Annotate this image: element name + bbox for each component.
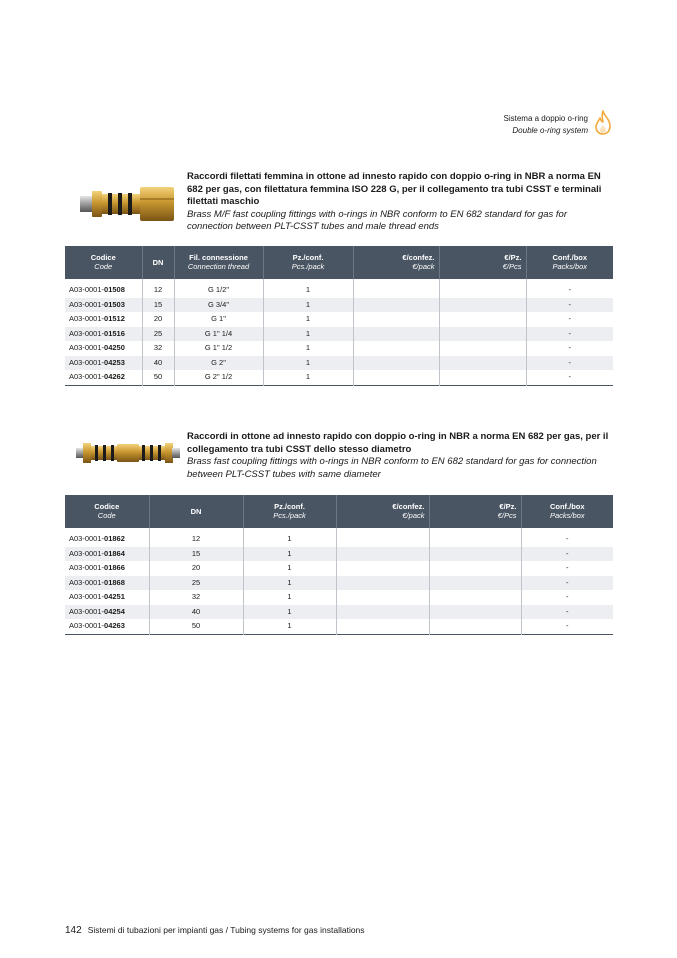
cell-box: -: [566, 621, 569, 630]
cell-box: -: [568, 285, 571, 294]
cell-pcs: 1: [243, 561, 336, 576]
cell-eur-pack: [336, 619, 429, 634]
cell-code: [65, 279, 142, 298]
cell-pcs: 1: [243, 605, 336, 620]
code-prefix: A03-0001-: [69, 592, 105, 601]
cell-box: -: [521, 547, 613, 562]
code-prefix: A03-0001-: [69, 563, 105, 572]
cell-eur-pcs: [429, 547, 521, 562]
cell-code: [65, 576, 149, 591]
table-row: [65, 298, 613, 313]
code-suffix: 04262: [104, 372, 125, 381]
cell-thread: G 3/4": [174, 298, 263, 313]
table-row: [65, 561, 613, 576]
cell-pcs: 1: [243, 619, 336, 634]
cell-dn: 15: [149, 547, 243, 562]
cell-pcs: 1: [263, 341, 353, 356]
table-row: [65, 576, 613, 591]
cell-code: [65, 590, 149, 605]
cell-eur-pcs: [439, 327, 526, 342]
col-header-code: Codice Code: [65, 246, 142, 279]
cell-code: [65, 370, 142, 385]
cell-thread: G 2" 1/2: [174, 370, 263, 385]
section1-title-it: Raccordi filettati femmina in ottone ad innesto rapido con doppio o-ring in NBR a norma EN 682 per gas, con filettatura femmina ISO 228 G, per il collegamento tra tubi CSST e terminali filettati maschio: [187, 171, 602, 207]
header-title-it: Sistema a doppio o-ring: [503, 114, 588, 123]
col-header-pcs-pack: Pz./conf. Pcs./pack: [263, 246, 353, 279]
cell-pcs: 1: [263, 356, 353, 371]
table-row: [65, 327, 613, 342]
cell-box: -: [526, 327, 613, 342]
cell-thread: G 2": [174, 356, 263, 371]
code-prefix: A03-0001-: [69, 548, 105, 558]
cell-thread: G 1" 1/2: [174, 341, 263, 356]
flame-icon: [592, 110, 614, 136]
cell-eur-pcs: [439, 356, 526, 371]
code-prefix: A03-0001-: [69, 621, 105, 630]
col-header-packs-box: Conf./box Packs/box: [521, 495, 613, 528]
code-suffix: 04253: [104, 357, 125, 367]
cell-code: [65, 356, 142, 371]
col-header-thread: Fil. connessione Connection thread: [174, 246, 263, 279]
cell-code: [65, 528, 149, 547]
cell-eur-pcs: [429, 590, 521, 605]
cell-eur-pack: [353, 370, 439, 385]
cell-thread: G 1": [174, 312, 263, 327]
cell-dn: 32: [149, 590, 243, 605]
cell-eur-pack: [353, 298, 439, 313]
cell-dn: 50: [149, 619, 243, 634]
col-header-dn: DN: [142, 246, 174, 279]
cell-eur-pack: [336, 605, 429, 620]
code-prefix: A03-0001-: [69, 606, 105, 616]
cell-thread: G 1/2": [174, 279, 263, 298]
header-title-en: Double o-ring system: [512, 126, 588, 135]
cell-eur-pcs: [429, 605, 521, 620]
col-header-eur-pcs: €/Pz. €/Pcs: [439, 246, 526, 279]
cell-pcs: 1: [243, 528, 336, 547]
section1-table: [65, 246, 613, 386]
col-header-eur-pack: €/confez. €/pack: [353, 246, 439, 279]
cell-box: -: [526, 298, 613, 313]
col-header-pcs-pack: Pz./conf. Pcs./pack: [243, 495, 336, 528]
cell-eur-pack: [336, 547, 429, 562]
table-row: [65, 356, 613, 371]
table-row: [65, 528, 613, 547]
cell-thread: G 1" 1/4: [174, 327, 263, 342]
table-row: [65, 590, 613, 605]
cell-eur-pcs: [439, 312, 526, 327]
code-prefix: A03-0001-: [69, 285, 105, 294]
table-row: [65, 312, 613, 327]
cell-eur-pack: [336, 576, 429, 591]
cell-pcs: 1: [263, 298, 353, 313]
cell-code: [65, 561, 149, 576]
cell-dn: 12: [149, 528, 243, 547]
cell-box: -: [568, 372, 571, 381]
cell-pcs: 1: [243, 590, 336, 605]
cell-box: -: [566, 534, 569, 543]
section1-title-en: Brass M/F fast coupling fittings with o-rings in NBR conform to EN 682 standard for gas for connection between PLT-CSST tubes and male thread ends: [187, 208, 567, 232]
col-header-eur-pcs: €/Pz. €/Pcs: [429, 495, 521, 528]
cell-dn: 12: [142, 279, 174, 298]
code-suffix: 01512: [104, 314, 125, 323]
cell-box: -: [566, 563, 569, 572]
cell-pcs: 1: [243, 576, 336, 591]
section2-title-it: Raccordi in ottone ad innesto rapido con doppio o-ring in NBR a norma EN 682 per gas, per il collegamento tra tubi CSST dello stesso diametro: [187, 431, 609, 455]
code-suffix: 04263: [104, 621, 125, 630]
table-row: [65, 279, 613, 298]
cell-code: [65, 341, 142, 356]
code-suffix: 01516: [104, 328, 125, 338]
cell-box: -: [521, 605, 613, 620]
code-prefix: A03-0001-: [69, 357, 105, 367]
cell-box: -: [568, 343, 571, 352]
cell-eur-pcs: [429, 576, 521, 591]
table-row: [65, 605, 613, 620]
table-header-row: [65, 495, 613, 528]
code-prefix: A03-0001-: [69, 343, 105, 352]
cell-dn: 32: [142, 341, 174, 356]
section2-title: [187, 431, 617, 481]
cell-pcs: 1: [263, 370, 353, 385]
col-header-dn: DN: [149, 495, 243, 528]
cell-eur-pcs: [429, 619, 521, 634]
cell-eur-pack: [336, 528, 429, 547]
cell-dn: 25: [142, 327, 174, 342]
table-row: [65, 341, 613, 356]
cell-dn: 15: [142, 298, 174, 313]
cell-box: -: [566, 592, 569, 601]
code-suffix: 04251: [104, 592, 125, 601]
cell-dn: 40: [149, 605, 243, 620]
cell-eur-pack: [353, 356, 439, 371]
code-suffix: 04254: [104, 606, 125, 616]
cell-eur-pcs: [439, 370, 526, 385]
table-row: [65, 619, 613, 634]
code-prefix: A03-0001-: [69, 577, 105, 587]
cell-eur-pack: [353, 327, 439, 342]
footer-text: Sistemi di tubazioni per impianti gas / Tubing systems for gas installations: [87, 925, 365, 935]
table-row: [65, 547, 613, 562]
cell-box: -: [521, 576, 613, 591]
cell-eur-pcs: [439, 298, 526, 313]
code-prefix: A03-0001-: [69, 372, 105, 381]
table-header-row: [65, 246, 613, 279]
cell-eur-pcs: [439, 279, 526, 298]
cell-eur-pack: [336, 590, 429, 605]
cell-code: [65, 619, 149, 634]
code-suffix: 04250: [104, 343, 125, 352]
code-suffix: 01868: [104, 577, 125, 587]
cell-dn: 20: [142, 312, 174, 327]
code-prefix: A03-0001-: [69, 314, 105, 323]
page-footer: [65, 925, 365, 936]
code-prefix: A03-0001-: [69, 299, 105, 309]
section2-table: [65, 495, 613, 635]
code-prefix: A03-0001-: [69, 328, 105, 338]
section2-title-en: Brass fast coupling fittings with o-rings in NBR conform to EN 682 standard for gas for connection between PLT-CSST tubes with same diameter: [187, 456, 597, 480]
cell-code: [65, 298, 142, 313]
table-row: [65, 370, 613, 385]
cell-eur-pack: [353, 341, 439, 356]
code-suffix: 01503: [104, 299, 125, 309]
cell-dn: 20: [149, 561, 243, 576]
code-suffix: 01862: [104, 534, 125, 543]
cell-dn: 50: [142, 370, 174, 385]
cell-code: [65, 547, 149, 562]
col-header-code: Codice Code: [65, 495, 149, 528]
cell-dn: 25: [149, 576, 243, 591]
col-header-packs-box: Conf./box Packs/box: [526, 246, 613, 279]
cell-pcs: 1: [263, 279, 353, 298]
cell-box: -: [526, 356, 613, 371]
cell-code: [65, 312, 142, 327]
cell-pcs: 1: [263, 327, 353, 342]
cell-eur-pcs: [439, 341, 526, 356]
cell-eur-pack: [353, 279, 439, 298]
cell-box: -: [568, 314, 571, 323]
product-image-mf-fitting: [78, 182, 180, 226]
section1-title: [187, 171, 607, 234]
code-prefix: A03-0001-: [69, 534, 105, 543]
cell-code: [65, 327, 142, 342]
cell-eur-pcs: [429, 561, 521, 576]
code-suffix: 01508: [104, 285, 125, 294]
page-number: 142: [65, 925, 82, 936]
section-header: [504, 113, 589, 137]
product-image-straight-coupling: [76, 440, 180, 466]
cell-eur-pack: [336, 561, 429, 576]
code-suffix: 01864: [104, 548, 125, 558]
cell-dn: 40: [142, 356, 174, 371]
cell-code: [65, 605, 149, 620]
cell-pcs: 1: [263, 312, 353, 327]
cell-eur-pack: [353, 312, 439, 327]
code-suffix: 01866: [104, 563, 125, 572]
cell-pcs: 1: [243, 547, 336, 562]
cell-eur-pcs: [429, 528, 521, 547]
col-header-eur-pack: €/confez. €/pack: [336, 495, 429, 528]
